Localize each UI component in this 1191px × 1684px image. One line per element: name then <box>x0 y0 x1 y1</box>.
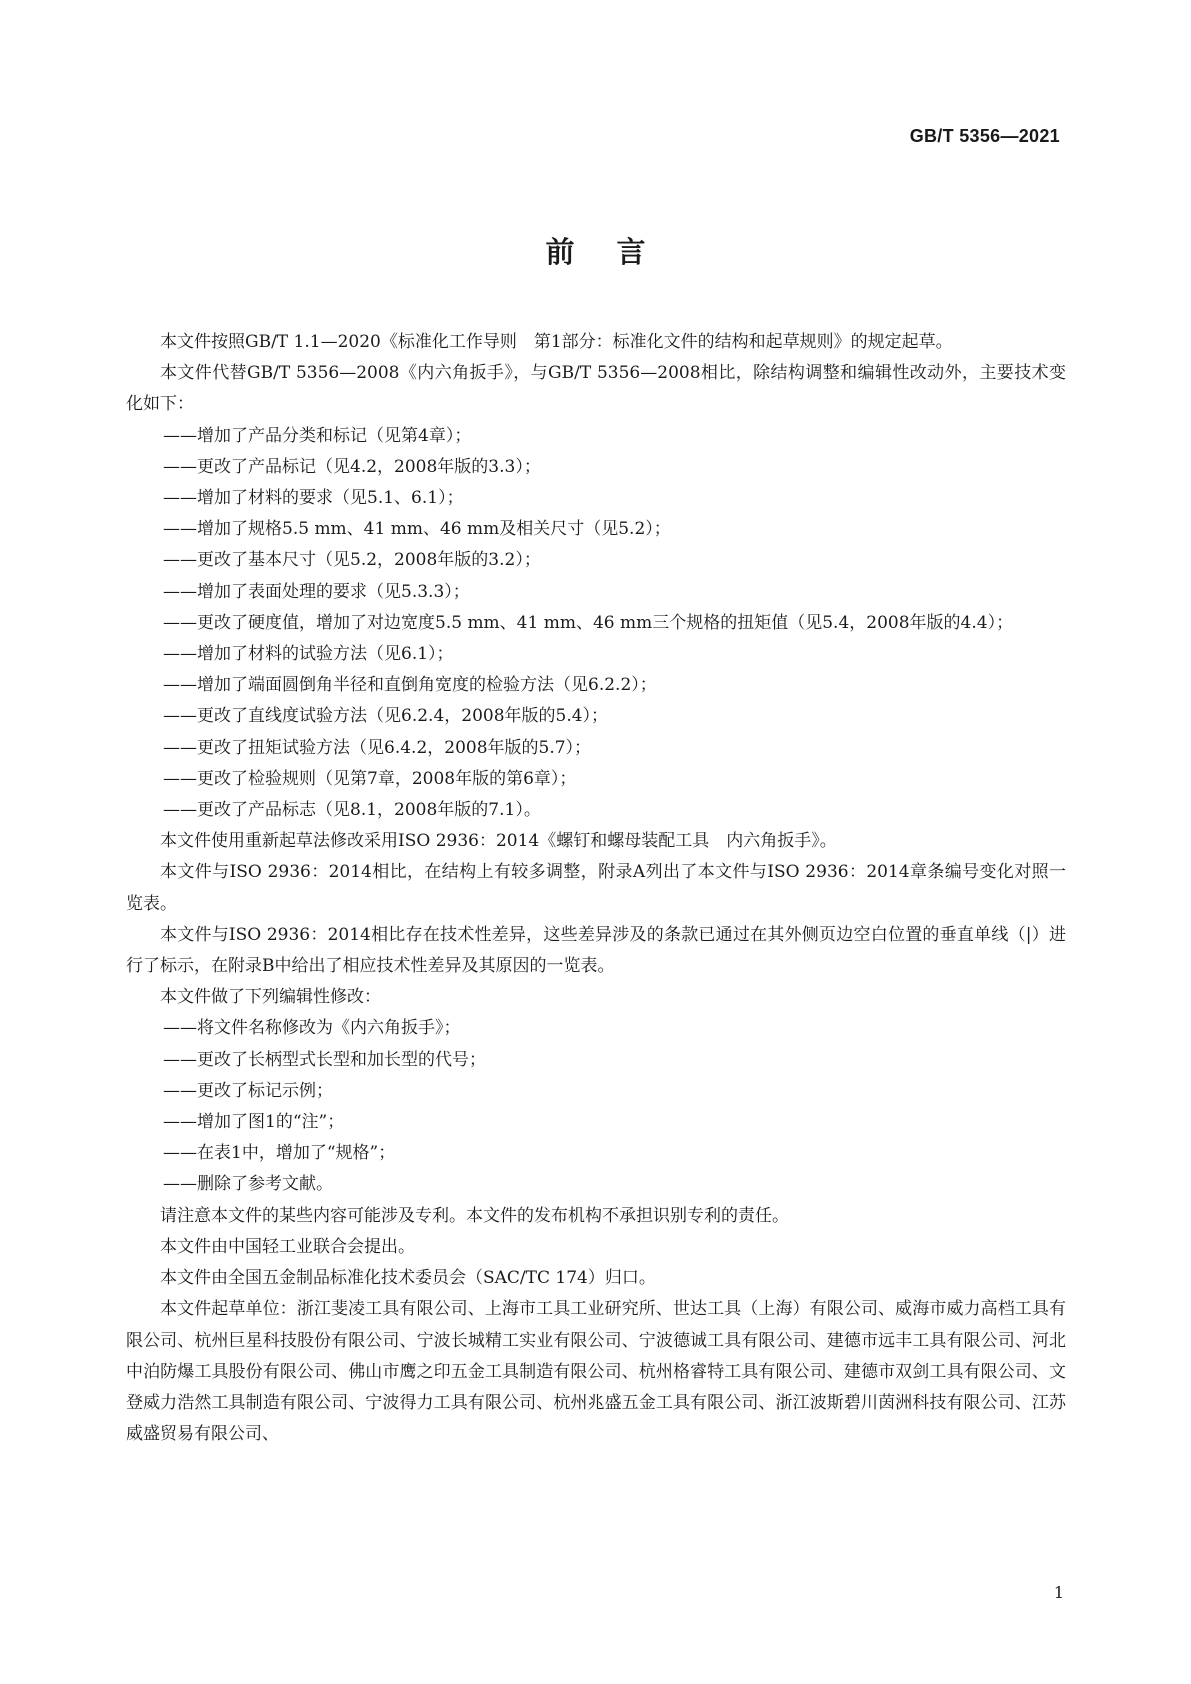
list-item: ——增加了端面圆倒角半径和直倒角宽度的检验方法（见6.2.2）； <box>163 675 657 696</box>
list-item: ——增加了材料的要求（见5.1、6.1）； <box>163 488 464 509</box>
page-number: 1 <box>1053 1583 1064 1602</box>
list-item: ——将文件名称修改为《内六角扳手》； <box>163 1018 461 1039</box>
standard-code: GB/T 5356—2021 <box>909 126 1060 146</box>
list-item: ——增加了图1的“注”； <box>163 1112 345 1133</box>
list-item: ——更改了标记示例； <box>163 1080 333 1101</box>
list-item: ——更改了扭矩试验方法（见6.4.2，2008年版的5.7）； <box>163 737 592 758</box>
paragraph: 本文件代替GB/T 5356—2008《内六角扳手》，与GB/T 5356—2008相比，除结构调整和编辑性改动外，主要技术变化如下： <box>126 363 1066 415</box>
paragraph: 本文件起草单位：浙江斐凌工具有限公司、上海市工具工业研究所、世达工具（上海）有限公司、威海市威力高档工具有限公司、杭州巨星科技股份有限公司、宁波长城精工实业有限公司、宁波德诚工具有限公司、建德市远丰工具有限公司、河北中泊防爆工具股份有限公司、佛山市鹰之印五金工具制造有限公司、杭州格睿特工具有限公司、建德市双剑工具有限公司、文登威力浩然工具制造有限公司、宁波得力工具有限公司、杭州兆盛五金工具有限公司、浙江波斯碧川茵洲科技有限公司、江苏威盛贸易有限公司、 <box>126 1299 1066 1445</box>
paragraph: 本文件做了下列编辑性修改： <box>160 987 381 1008</box>
list-item: ——增加了表面处理的要求（见5.3.3）； <box>163 581 470 602</box>
paragraph: 本文件与ISO 2936：2014相比，在结构上有较多调整，附录A列出了本文件与ISO 2936：2014章条编号变化对照一览表。 <box>126 862 1066 914</box>
paragraph: 本文件由全国五金制品标准化技术委员会（SAC/TC 174）归口。 <box>160 1268 656 1289</box>
list-item: ——更改了长柄型式长型和加长型的代号； <box>163 1049 486 1070</box>
list-item: ——在表1中，增加了“规格”； <box>163 1143 396 1164</box>
list-item: ——增加了材料的试验方法（见6.1）； <box>163 644 454 665</box>
list-item: ——更改了基本尺寸（见5.2，2008年版的3.2）； <box>163 550 541 571</box>
list-item: ——删除了参考文献。 <box>163 1174 333 1195</box>
paragraph: 本文件与ISO 2936：2014相比存在技术性差异，这些差异涉及的条款已通过在其外侧页边空白位置的垂直单线（|）进行了标示，在附录B中给出了相应技术性差异及其原因的一览表。 <box>126 924 1066 977</box>
list-item: ——更改了产品标志（见8.1，2008年版的7.1）。 <box>163 800 541 821</box>
paragraph: 请注意本文件的某些内容可能涉及专利。本文件的发布机构不承担识别专利的责任。 <box>160 1205 789 1226</box>
paragraph: 本文件由中国轻工业联合会提出。 <box>160 1236 415 1257</box>
list-item: ——更改了检验规则（见第7章，2008年版的第6章）； <box>163 768 577 789</box>
page-title: 前言 <box>545 235 688 269</box>
list-item: ——增加了产品分类和标记（见第4章）； <box>163 425 472 446</box>
paragraph: 本文件按照GB/T 1.1—2020《标准化工作导则 第1部分：标准化文件的结构和起草规则》的规定起草。 <box>160 332 953 352</box>
list-item: ——更改了直线度试验方法（见6.2.4，2008年版的5.4）； <box>163 706 609 727</box>
paragraph: 本文件使用重新起草法修改采用ISO 2936：2014《螺钉和螺母装配工具 内六角扳手》。 <box>160 831 837 852</box>
document-body <box>126 327 1066 1450</box>
list-item: ——更改了硬度值，增加了对边宽度5.5 mm、41 mm、46 mm三个规格的扭矩值（见5.4，2008年版的4.4）； <box>163 612 1014 633</box>
list-item: ——更改了产品标记（见4.2，2008年版的3.3）； <box>163 456 541 477</box>
list-item: ——增加了规格5.5 mm、41 mm、46 mm及相关尺寸（见5.2）； <box>163 519 671 540</box>
